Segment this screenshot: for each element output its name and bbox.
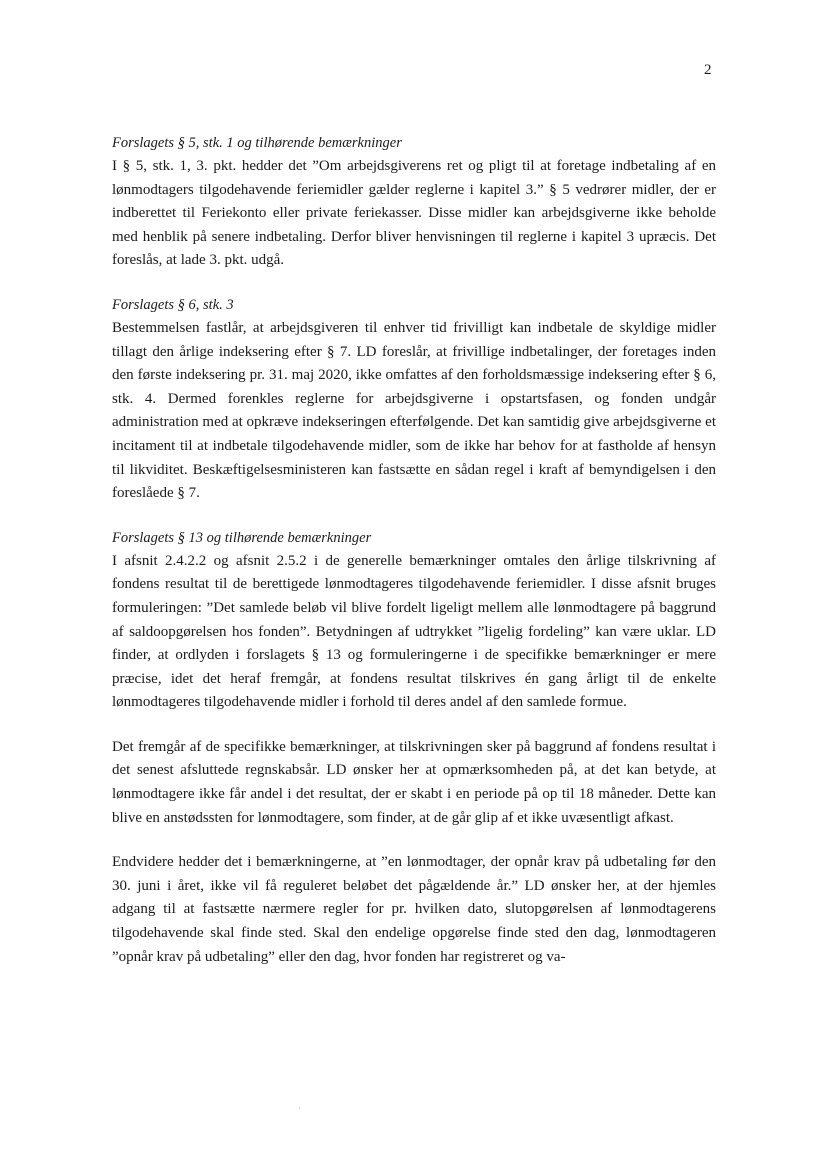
section-heading: Forslagets § 13 og tilhørende bemærkninger <box>112 529 372 546</box>
page-number: 2 <box>704 62 712 78</box>
body-paragraph: Endvidere hedder det i bemærkningerne, at ”en lønmodtager, der opnår krav på udbetaling før den 30. juni i året, ikke vil få reguleret beløbet det pågældende år.” LD ønsker her, at der hjemles adgang til at fastsætte nærmere regler for pr. hvilken dato, slutopgørelsen af lønmodtagerens tilgodehavende skal finde sted. Skal den endelige opgørelse finde sted den dag, lønmodtageren ”opnår krav på udbetaling” eller den dag, hvor fonden har registreret og va- <box>112 854 716 965</box>
body-paragraph: I afsnit 2.4.2.2 og afsnit 2.5.2 i de generelle bemærkninger omtales den årlige tilskrivning af fondens resultat til de berettigede lønmodtageres tilgodehavende feriemidler. I disse afsnit bruges formuleringen: ”Det samlede beløb vil blive fordelt ligeligt mellem alle lønmodtagere på baggrund af saldoopgørelsen hos fonden”. Betydningen af udtrykket ”ligelig fordeling” kan være uklar. LD finder, at ordlyden i forslagets § 13 og formuleringerne i de specifikke bemærkninger er mere præcise, idet det heraf fremgår, at fondens resultat tilskrives én gang årligt til de enkelte lønmodtageres tilgodehavende midler i forhold til deres andel af den samlede formue. <box>112 552 716 711</box>
body-paragraph: Bestemmelsen fastlår, at arbejdsgiveren til enhver tid frivilligt kan indbetale de skyldige midler tillagt den årlige indeksering efter § 7. LD foreslår, at frivillige indbetalinger, der foretages inden den første indeksering pr. 31. maj 2020, ikke omfattes af den forholdsmæssige indeksering efter § 6, stk. 4. Dermed forenkles reglerne for arbejdsgiverne i opstartsfasen, og fonden undgår administration med at opkræve indekseringen efterfølgende. Det kan samtidig give arbejdsgiverne et incitament til at indbetale tilgodehavende midler, som de ikke har behov for at fastholde af hensyn til likviditet. Beskæftigelsesministeren kan fastsætte en sådan regel i kraft af bemyndigelsen i den foreslåede § 7. <box>112 319 716 502</box>
section-paragraph-6 <box>112 294 716 506</box>
section-paragraph-5 <box>112 132 716 273</box>
scan-speck: · <box>298 1104 301 1113</box>
section-heading: Forslagets § 6, stk. 3 <box>112 296 234 313</box>
section-paragraph-13 <box>112 527 716 970</box>
body-paragraph: I § 5, stk. 1, 3. pkt. hedder det ”Om arbejdsgiverens ret og pligt til at foretage indbetaling af en lønmodtagers tilgodehavende feriemidler gælder reglerne i kapitel 3.” § 5 vedrører midler, der er indberettet til Feriekonto eller private feriekasser. Disse midler kan arbejdsgiverne ikke beholde med henblik på senere indbetaling. Derfor bliver henvisningen til reglerne i kapitel 3 upræcis. Det foreslås, at lade 3. pkt. udgå. <box>112 158 716 269</box>
document-body <box>112 132 716 990</box>
section-heading: Forslagets § 5, stk. 1 og tilhørende bemærkninger <box>112 135 402 151</box>
body-paragraph: Det fremgår af de specifikke bemærkninger, at tilskrivningen sker på baggrund af fondens resultat i det senest afsluttede regnskabsår. LD ønsker her at opmærksomheden på, at det kan betyde, at lønmodtagere ikke får andel i det resultat, der er skabt i en periode på op til 18 måneder. Dette kan blive en anstødssten for lønmodtagere, som finder, at de går glip af et ikke uvæsentligt afkast. <box>112 738 716 826</box>
